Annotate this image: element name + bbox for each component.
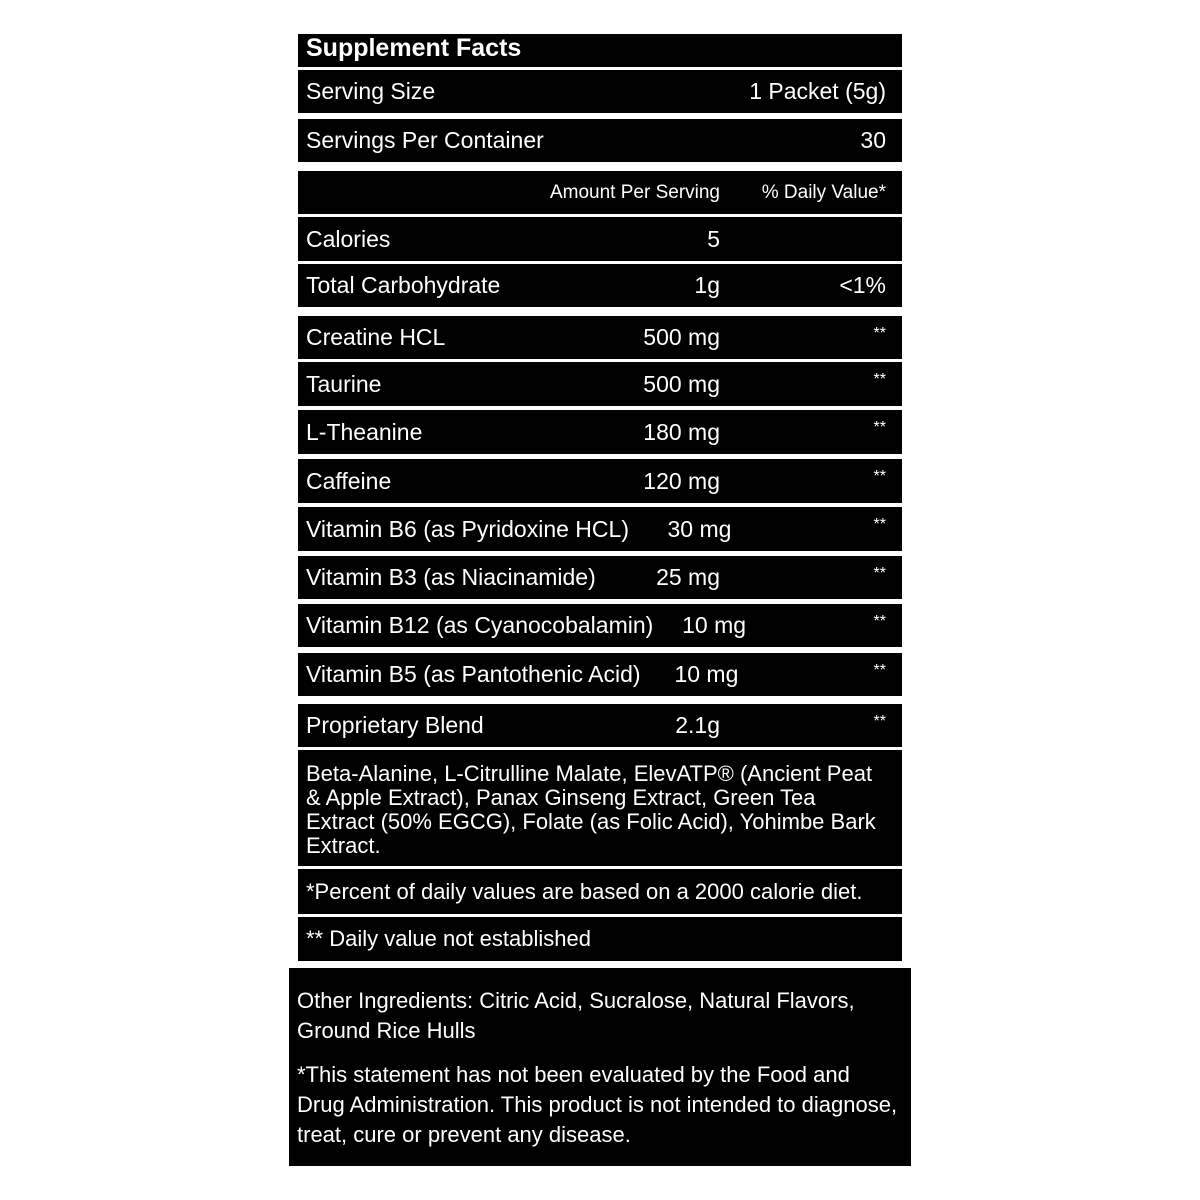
ingredient-name: Vitamin B6 (as Pyridoxine HCL): [306, 515, 629, 542]
bottom-statement-box: [289, 968, 911, 1166]
ingredient-name: Vitamin B12 (as Cyanocobalamin): [306, 612, 654, 638]
ingredient-dv: **: [873, 516, 886, 533]
proprietary-blend-row: [298, 704, 902, 747]
other-ingredients: Other Ingredients: Citric Acid, Sucralose, Natural Flavors, Ground Rice Hulls: [297, 988, 855, 1043]
ingredient-name: Caffeine: [306, 467, 392, 494]
ingredient-amount: 10 mg: [674, 661, 739, 687]
ingredient-amount: 30 mg: [667, 515, 732, 542]
ingredient-row: [298, 653, 902, 696]
ingredient-amount: 25 mg: [656, 564, 720, 590]
ingredient-dv: **: [873, 371, 886, 388]
nutrient-amount: 5: [707, 225, 720, 252]
blend-name: Proprietary Blend: [306, 712, 484, 738]
ingredient-name: Creatine HCL: [306, 324, 446, 350]
nutrient-amount: 1g: [694, 272, 720, 298]
ingredient-row: [298, 362, 902, 406]
ingredient-name: L-Theanine: [306, 418, 423, 445]
fda-statement: *This statement has not been evaluated by the Food and Drug Administration. This product is not intended to diagnose, treat, cure or prevent any disease.: [297, 1062, 898, 1147]
nutrient-row-calories: [298, 217, 902, 261]
nutrient-dv: <1%: [839, 272, 886, 298]
blend-dv: **: [873, 713, 886, 730]
ingredient-dv: **: [873, 613, 886, 630]
ingredient-name: Taurine: [306, 370, 382, 397]
nutrient-name: Calories: [306, 225, 391, 252]
servings-per-container-value: 30: [860, 127, 886, 153]
blend-description: Beta-Alanine, L-Citrulline Malate, ElevATP® (Ancient Peat & Apple Extract), Panax Ginseng Extract, Green Tea Extract (50% EGCG), Folate (as Folic Acid), Yohimbe Bark Extract.: [298, 750, 902, 866]
serving-size-row: [298, 70, 902, 113]
ingredient-row: [298, 507, 902, 551]
nutrient-name: Total Carbohydrate: [306, 272, 501, 298]
ingredient-amount: 120 mg: [643, 467, 720, 494]
ingredient-dv: **: [873, 565, 886, 582]
ingredient-dv: **: [873, 662, 886, 679]
ingredient-dv: **: [873, 419, 886, 436]
blend-amount: 2.1g: [675, 712, 720, 738]
footnote-percent: *Percent of daily values are based on a 2000 calorie diet.: [306, 878, 863, 904]
footnote-percent-row: [298, 869, 902, 914]
servings-per-container-label: Servings Per Container: [306, 127, 544, 153]
panel-title: [298, 34, 902, 67]
ingredient-amount: 180 mg: [643, 418, 720, 445]
servings-per-container-row: [298, 119, 902, 162]
column-header-row: [298, 171, 902, 214]
ingredient-amount: 500 mg: [643, 324, 720, 350]
ingredient-name: Vitamin B5 (as Pantothenic Acid): [306, 661, 641, 687]
footnote-dv: ** Daily value not established: [306, 926, 591, 951]
ingredient-amount: 10 mg: [682, 612, 747, 638]
panel-title-text: Supplement Facts: [306, 34, 522, 62]
supplement-facts-panel: [289, 34, 911, 1166]
ingredient-row: [298, 556, 902, 599]
ingredient-name: Vitamin B3 (as Niacinamide): [306, 564, 596, 590]
ingredient-row: [298, 316, 902, 359]
footnote-dv-row: [298, 917, 902, 961]
serving-size-label: Serving Size: [306, 78, 436, 104]
amount-per-serving-header: Amount Per Serving: [549, 182, 720, 203]
ingredient-amount: 500 mg: [643, 370, 720, 397]
ingredient-row: [298, 459, 902, 503]
ingredient-row: [298, 604, 902, 647]
nutrient-row-carbohydrate: [298, 264, 902, 307]
ingredient-dv: **: [873, 468, 886, 485]
ingredient-dv: **: [873, 325, 886, 342]
ingredient-row: [298, 410, 902, 454]
daily-value-header: % Daily Value*: [761, 182, 886, 203]
serving-size-value: 1 Packet (5g): [749, 78, 886, 104]
